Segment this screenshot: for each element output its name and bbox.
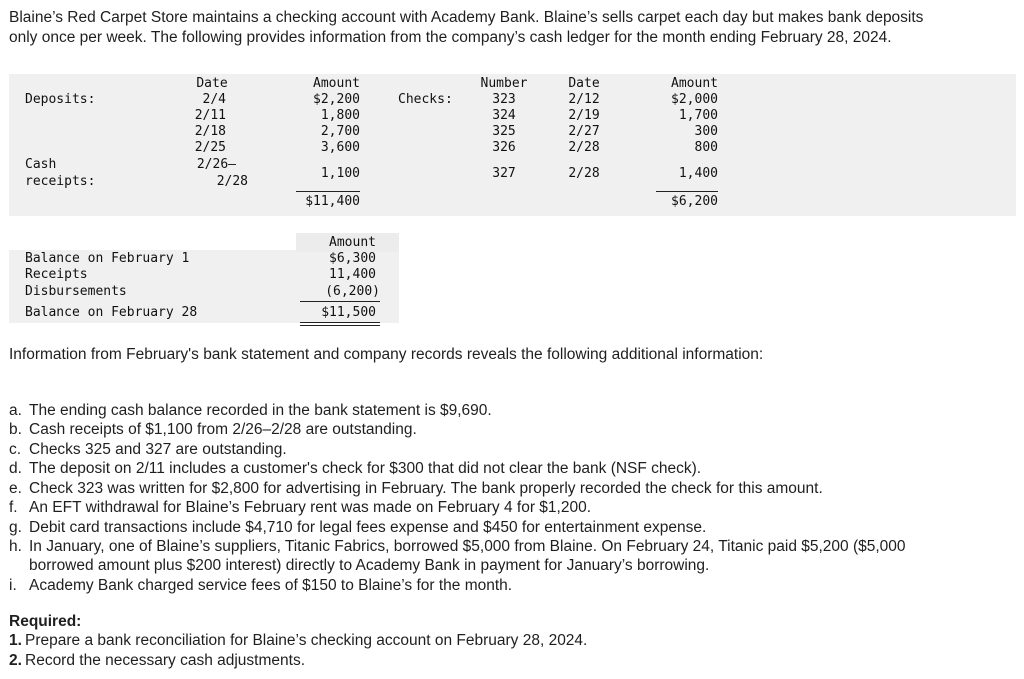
deposit-amount: 2,700 [320, 124, 360, 139]
check-amount: 800 [694, 140, 718, 155]
deposit-amount-header: Amount [313, 76, 360, 91]
deposits-total: $11,400 [296, 191, 360, 210]
deposit-date: 2/4 [202, 92, 226, 107]
item-letter: i. [9, 577, 17, 594]
cash-receipts-date: 2/28 [216, 174, 248, 189]
balance-row-label: Receipts [25, 267, 88, 282]
deposit-date: 2/18 [194, 124, 226, 139]
balance-row-amount: $6,300 [329, 251, 376, 266]
item-text: Academy Bank charged service fees of $150 to Blaine’s for the month. [29, 577, 513, 594]
balance-row-amount: 11,400 [329, 267, 376, 282]
item-text: The ending cash balance recorded in the bank statement is $9,690. [29, 402, 492, 419]
check-amount: 1,400 [678, 166, 718, 181]
check-amount: $2,000 [671, 92, 718, 107]
cash-receipts-label: Cash [25, 157, 57, 172]
deposit-date: 2/25 [194, 140, 226, 155]
item-letter: c. [9, 441, 22, 458]
item-letter: g. [9, 519, 22, 536]
required-item-number: 1. [9, 632, 22, 649]
cash-receipts-label: receipts: [25, 174, 96, 189]
check-date: 2/27 [568, 124, 600, 139]
item-text: Checks 325 and 327 are outstanding. [29, 441, 287, 458]
balance-row-label: Disbursements [25, 284, 127, 299]
required-item-number: 2. [9, 652, 22, 669]
deposit-date-header: Date [196, 76, 228, 91]
intro-line-2: only once per week. The following provides information from the company’s cash ledger for the month ending February 28, 2024. [9, 29, 892, 46]
item-letter: h. [9, 538, 22, 555]
check-number-header: Number [480, 76, 528, 91]
required-item-text: Prepare a bank reconciliation for Blaine’s checking account on February 28, 2024. [25, 632, 588, 649]
item-text: An EFT withdrawal for Blaine’s February rent was made on February 4 for $1,200. [29, 499, 592, 516]
check-amount-header: Amount [671, 76, 718, 91]
check-number: 325 [492, 124, 516, 139]
check-date: 2/19 [568, 108, 600, 123]
checks-total: $6,200 [656, 191, 718, 210]
balance-row-amount: $11,500 [321, 305, 376, 320]
item-letter: e. [9, 480, 22, 497]
item-letter: b. [9, 421, 22, 438]
check-number: 323 [492, 92, 516, 107]
balance-double-underline [300, 322, 380, 326]
balance-row-amount: (6,200) [325, 284, 380, 299]
balance-row-label: Balance on February 1 [25, 251, 190, 266]
item-letter: f. [9, 499, 18, 516]
check-date: 2/12 [568, 92, 600, 107]
item-text-continuation: borrowed amount plus $200 interest) directly to Academy Bank in payment for January’s borrowing. [29, 557, 710, 574]
deposit-amount: 3,600 [320, 140, 360, 155]
item-text: Cash receipts of $1,100 from 2/26–2/28 are outstanding. [29, 421, 417, 438]
cash-receipts-amount: 1,100 [320, 166, 360, 181]
check-date-header: Date [568, 76, 600, 91]
check-amount: 1,700 [678, 108, 718, 123]
deposit-amount: $2,200 [313, 92, 360, 107]
item-text: Debit card transactions include $4,710 for legal fees expense and $450 for entertainment expense. [29, 519, 707, 536]
item-text: The deposit on 2/11 includes a customer's check for $300 that did not clear the bank (NSF check). [29, 460, 702, 477]
item-text: In January, one of Blaine’s suppliers, Titanic Fabrics, borrowed $5,000 from Blaine. On February 24, Titanic paid $5,200 ($5,000 [29, 538, 906, 555]
required-title: Required: [9, 613, 82, 630]
item-text: Check 323 was written for $2,800 for advertising in February. The bank properly recorded the check for this amount. [29, 480, 823, 497]
item-letter: a. [9, 402, 22, 419]
deposit-date: 2/11 [194, 108, 226, 123]
balance-row-label: Balance on February 28 [25, 305, 198, 320]
intro-line-1: Blaine’s Red Carpet Store maintains a checking account with Academy Bank. Blaine’s sells carpet each day but makes bank deposits [9, 9, 924, 26]
deposit-amount: 1,800 [320, 108, 360, 123]
cash-receipts-date: 2/26– [196, 157, 236, 172]
item-letter: d. [9, 460, 22, 477]
checks-label: Checks: [398, 92, 453, 107]
additional-info-intro: Information from February's bank statement and company records reveals the following additional information: [9, 346, 764, 363]
check-number: 326 [492, 140, 516, 155]
deposits-label: Deposits: [25, 92, 96, 107]
balance-divider [300, 301, 380, 302]
check-date: 2/28 [568, 140, 600, 155]
balance-amount-header: Amount [329, 235, 376, 250]
required-item-text: Record the necessary cash adjustments. [25, 652, 305, 669]
check-number: 324 [492, 108, 516, 123]
check-date: 2/28 [568, 166, 600, 181]
check-amount: 300 [694, 124, 718, 139]
check-number: 327 [492, 166, 516, 181]
